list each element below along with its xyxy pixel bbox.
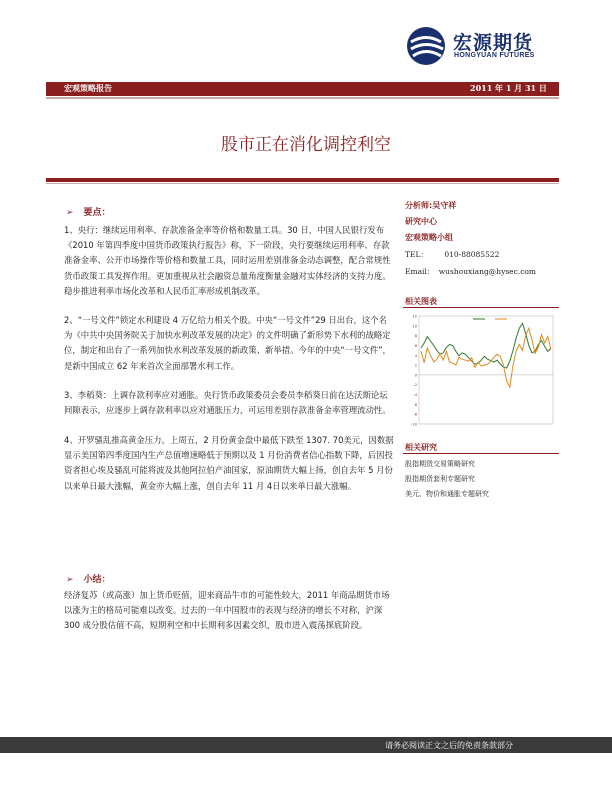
brand-name-en: HONGYUAN FUTURES [454, 52, 535, 59]
y-tick-label: -8 [413, 412, 417, 417]
report-type: 宏观策略报告 [64, 84, 112, 93]
chart-heading: 相关图表 [405, 297, 437, 306]
y-tick-label: -6 [413, 402, 417, 407]
header-underline [46, 97, 559, 99]
footer-bar [0, 737, 612, 753]
chart-heading-rule [403, 307, 559, 308]
analyst-name: 分析师:吴守祥 [405, 201, 457, 210]
y-tick-label: -4 [413, 393, 417, 398]
key-point-paragraph-3: 3、李稻葵：上调存款利率应对通胀。央行货币政策委员会委员李稻葵日前在达沃斯论坛间隙表示，应逐步上调存款利率以应对通胀压力，可运用差别存款准备金率管理流动性。 [64, 390, 391, 416]
y-tick-label: -10 [411, 422, 417, 427]
arrow-icon: ➢ [66, 208, 74, 218]
y-tick-label: 6 [414, 343, 417, 348]
email-link[interactable]: wushouxiang@hysec.com [438, 267, 537, 276]
y-tick-label: 4 [414, 353, 417, 358]
tel-label: TEL： [405, 250, 428, 259]
key-point-paragraph-1: 1、央行：继续运用利率、存款准备金率等价格和数量工具。30 日，中国人民银行发布《2010 年第四季度中国货币政策执行报告》称，下一阶段，央行要继续运用利率、存款准备金率、公开市场操作等价格和数量工具，同时运用差别准备金动态调整，配合常规性货币政策工具发挥作用。更加重视从社会融资总量角度衡量金融对实体经济的支持力度。稳步推进利率市场化改革和人民币汇率形成机制改革。 [64, 225, 391, 296]
title-divider [46, 178, 559, 182]
report-date: 2011 年 1 月 31 日 [470, 83, 547, 93]
summary-heading-label: 小结： [83, 575, 111, 585]
email-label: Email： [405, 267, 435, 276]
y-tick-label: 10 [412, 324, 417, 329]
tel-value: 010-88085522 [444, 250, 500, 259]
series-line-1 [421, 323, 551, 368]
arrow-icon: ➢ [66, 575, 74, 585]
key-points-heading-label: 要点： [83, 208, 111, 218]
research-item[interactable]: 股指期货套利专题研究 [405, 475, 475, 483]
brand-name-cn: 宏源期货 [453, 32, 534, 54]
y-tick-label: 8 [414, 334, 417, 339]
chart-frame [419, 316, 553, 424]
research-heading-rule [403, 453, 559, 454]
summary-heading [66, 572, 111, 585]
y-tick-label: 2 [414, 363, 417, 368]
research-item[interactable]: 股指期货交易策略研究 [405, 460, 475, 468]
research-heading: 相关研究 [405, 443, 437, 452]
page-title: 股市正在消化调控利空 [221, 135, 391, 155]
y-tick-label: 0 [414, 373, 417, 378]
brand-logo [405, 24, 595, 68]
key-points-heading [66, 205, 111, 218]
summary-paragraph: 经济复苏（或高涨）加上货币贬值，迎来商品牛市的可能性较大，2011 年商品期货市场以涨为主的格局可能难以改变。过去的一年中国股市的表现与经济的增长不对称，沪深 300 成分股估值不高，短期利空和中长期利多因素交织，股市进入震荡探底阶段。 [64, 590, 390, 631]
y-tick-label: 12 [412, 314, 417, 319]
key-point-paragraph-4: 4、开罗骚乱推高黄金压力。上周五，2 月份黄金盘中最低下跌至 1307. 70美元，因数据显示美国第四季度国内生产总值增速略低于预期以及 1 月份消费者信心指数下降，后因投资者担心埃及骚乱可能将波及其他阿拉伯产油国家，原油期货大幅上扬，创自去年 5 月份以来单日最大涨幅，黄金亦大幅上涨，创自去年 11 月 4日以来单日最大涨幅。 [64, 435, 394, 491]
footer-disclaimer: 请务必阅读正文之后的免责条款部分 [385, 741, 513, 750]
key-point-paragraph-2: 2、“一号文件”锁定水利建设 4 万亿给力相关个股。中央“一号文件”29 日出台，这个名为《中共中央国务院关于加快水利改革发展的决定》的文件明确了新形势下水利的战略定位，制定和出台了一系列加快水利改革发展的新政策、新举措。今年的中央“一号文件”，是新中国成立 62 年来首次全面部署水利工作。 [64, 315, 391, 371]
email-line [405, 266, 536, 277]
title-divider-thin [46, 183, 559, 184]
team-name: 宏观策略小组 [405, 233, 453, 242]
department: 研究中心 [405, 217, 437, 226]
y-tick-label: -2 [413, 383, 417, 388]
tel-line [405, 249, 499, 260]
hongyuan-logo-icon [405, 24, 449, 68]
related-chart [403, 310, 559, 430]
research-item[interactable]: 美元、物价和通胀专题研究 [405, 490, 489, 498]
